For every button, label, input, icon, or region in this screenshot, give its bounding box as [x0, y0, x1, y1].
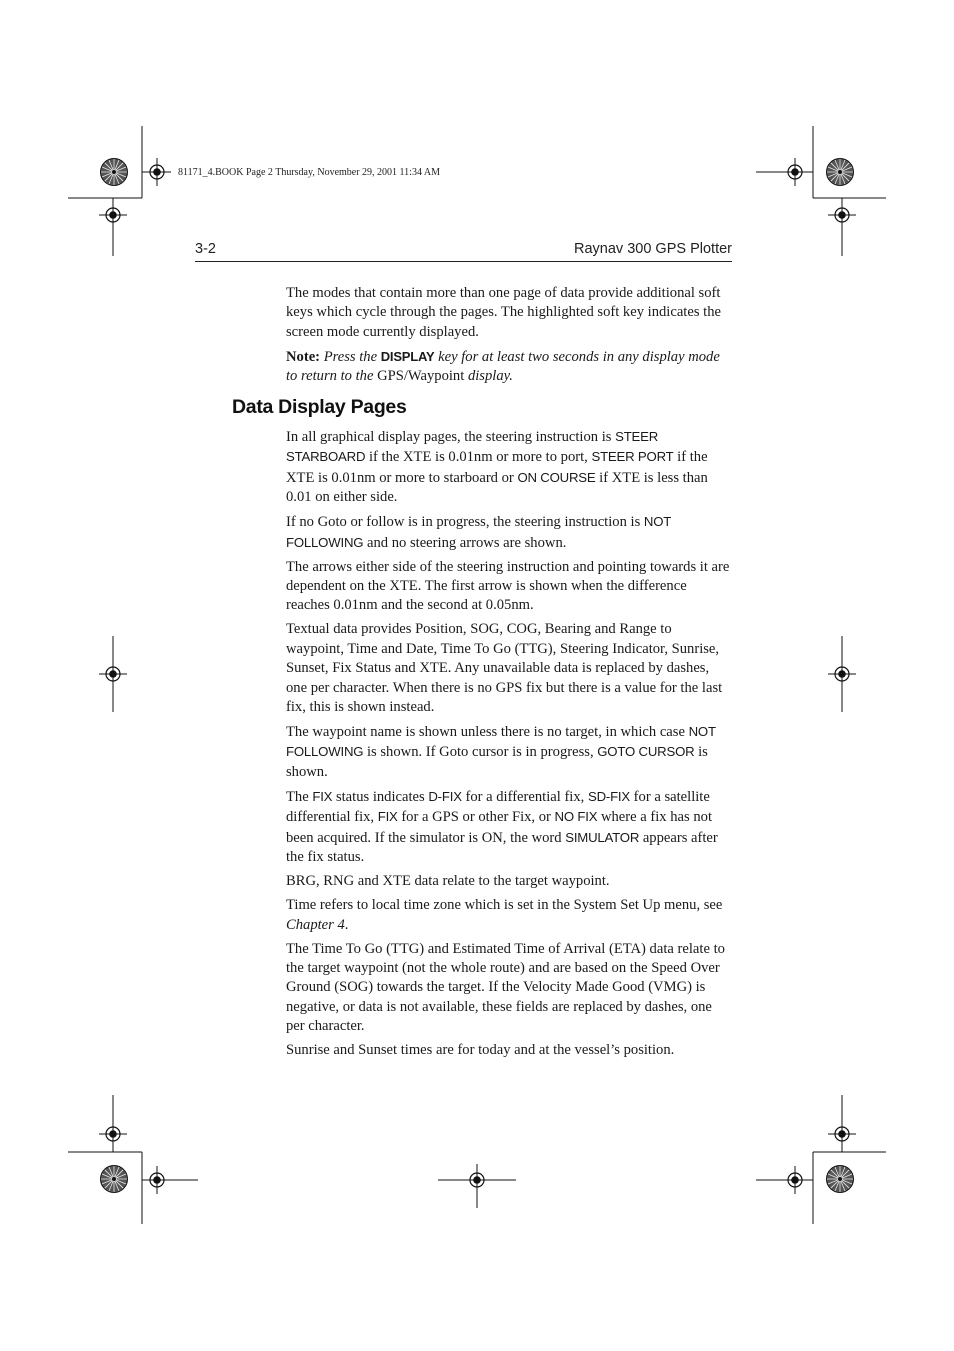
paragraph-textual-data: Textual data provides Position, SOG, COG, Bearing and Range to waypoint, Time and Date, Time To Go (TTG), Steering Indicator, Sunrise, Sunset, Fix Status and XTE. Any unavailable data is replaced by dashes, one per character. When there is no GPS fix but there is a value for the last fix, this is shown instead. [286, 621, 723, 716]
section-heading: Data Display Pages [232, 396, 407, 418]
book-imprint: 81171_4.BOOK Page 2 Thursday, November 29, 2001 11:34 AM [178, 167, 441, 178]
page-number: 3-2 [195, 241, 216, 257]
note: Note: Press the DISPLAY key for at least two seconds in any display mode to return to the GPS/Waypoint display. [286, 348, 720, 385]
display-key: DISPLAY [380, 348, 435, 364]
section-body [286, 427, 732, 1065]
note-label: Note: [286, 348, 321, 365]
book-title: Raynav 300 GPS Plotter [574, 241, 732, 257]
paragraph-steering: In all graphical display pages, the steering instruction is STEER STARBOARD if the XTE is 0.01nm or more to port, STEER PORT if the XTE is 0.01nm or more to starboard or ON COURSE if XTE is less than 0.01 on either side. [286, 429, 708, 506]
paragraph-sunrise-sunset: Sunrise and Sunset times are for today and at the vessel’s position. [286, 1042, 675, 1059]
running-header [195, 239, 732, 262]
chapter-reference: Chapter 4 [286, 916, 345, 933]
paragraph-ttg-eta: The Time To Go (TTG) and Estimated Time of Arrival (ETA) data relate to the target waypoint (not the whole route) and are based on the Speed Over Ground (SOG) towards the target. If the Velocity Made Good (VMG) is negative, or data is not available, these fields are replaced by dashes, one per character. [286, 940, 725, 1035]
paragraph-time: Time refers to local time zone which is set in the System Set Up menu, see Chapter 4. [286, 897, 723, 933]
paragraph-fix-status: The FIX status indicates D-FIX for a differential fix, SD-FIX for a satellite differential fix, FIX for a GPS or other Fix, or NO FIX where a fix has not been acquired. If the simulator is ON, the word SIMULATOR appears after the fix status. [286, 788, 718, 866]
paragraph-brg-rng-xte: BRG, RNG and XTE data relate to the target waypoint. [286, 873, 610, 890]
intro-paragraph: The modes that contain more than one page of data provide additional soft keys which cycle through the pages. The highlighted soft key indicates the screen mode currently displayed. [286, 285, 721, 340]
paragraph-no-goto: If no Goto or follow is in progress, the steering instruction is NOT FOLLOWING and no steering arrows are shown. [286, 514, 671, 551]
paragraph-waypoint-name: The waypoint name is shown unless there is no target, in which case NOT FOLLOWING is shown. If Goto cursor is in progress, GOTO CURSOR is shown. [286, 724, 716, 780]
paragraph-arrows: The arrows either side of the steering instruction and pointing towards it are dependent on the XTE. The first arrow is shown when the difference reaches 0.01nm and the second at 0.05nm. [286, 558, 730, 614]
intro-text [286, 284, 732, 391]
